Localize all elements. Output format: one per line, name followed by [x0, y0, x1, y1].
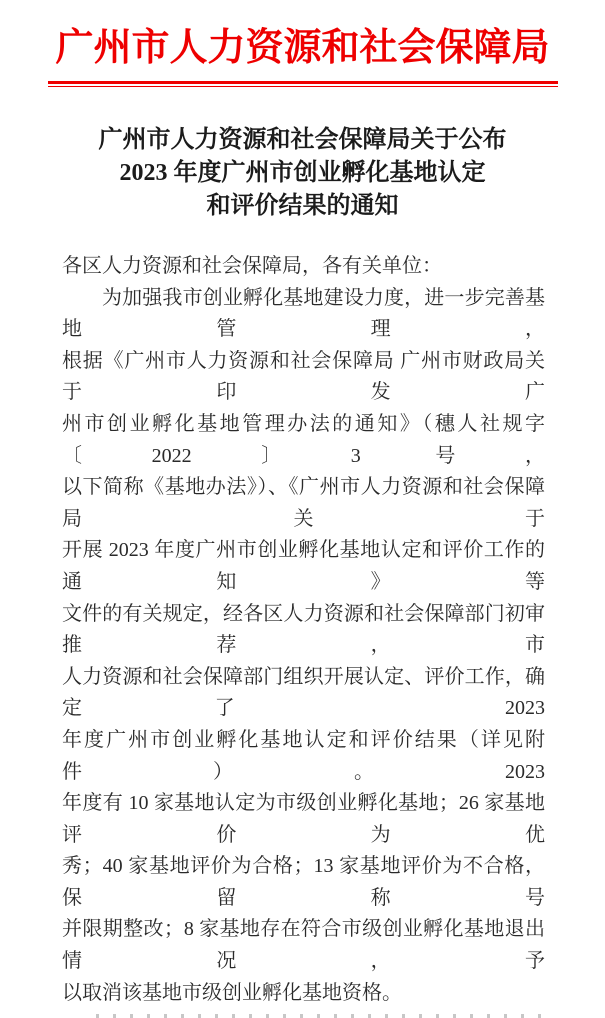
clipped-next-line: [96, 1014, 542, 1018]
salutation-line: 各区人力资源和社会保障局，各有关单位：: [62, 255, 442, 277]
document-title-line-2: 2023 年度广州市创业孵化基地认定: [119, 160, 486, 186]
letterhead-agency-name: 广州市人力资源和社会保障局: [55, 27, 550, 69]
body-text-line: 文件的有关规定，经各区人力资源和社会保障部门初审推荐，市: [62, 602, 545, 657]
body-text-line: 开展 2023 年度广州市创业孵化基地认定和评价工作的通知》等: [62, 539, 545, 593]
body-text-line: 以下简称《基地办法》）、《广州市人力资源和社会保障局关于: [62, 476, 545, 530]
body-text-line: 秀；40 家基地评价为合格；13 家基地评价为不合格，保留称号: [62, 855, 545, 909]
body-text-line: 州市创业孵化基地管理办法的通知》（穗人社规字〔2022〕3 号，: [62, 412, 545, 467]
document-title-line-3: 和评价结果的通知: [206, 193, 399, 219]
body-text-line: 根据《广州市人力资源和社会保障局 广州市财政局关于印发广: [62, 349, 545, 404]
document-body: [62, 251, 545, 1018]
notice-document-page: [0, 24, 605, 1004]
letterhead-divider-rule: [48, 81, 558, 87]
letterhead: [0, 24, 605, 87]
body-text-line: 年度广州市创业孵化基地认定和评价结果（详见附件）。2023: [62, 728, 545, 783]
body-text-line: 以取消该基地市级创业孵化基地资格。: [62, 981, 402, 1004]
body-text-line: 人力资源和社会保障部门组织开展认定、评价工作，确定了 2023: [62, 665, 545, 720]
document-title: [0, 124, 605, 223]
body-text-line: 年度有 10 家基地认定为市级创业孵化基地；26 家基地评价为优: [62, 792, 545, 846]
document-title-line-1: 广州市人力资源和社会保障局关于公布: [98, 127, 507, 153]
body-text-line: 为加强我市创业孵化基地建设力度，进一步完善基地管理，: [62, 286, 545, 341]
body-text-line: 并限期整改；8 家基地存在符合市级创业孵化基地退出情况，予: [62, 918, 545, 973]
